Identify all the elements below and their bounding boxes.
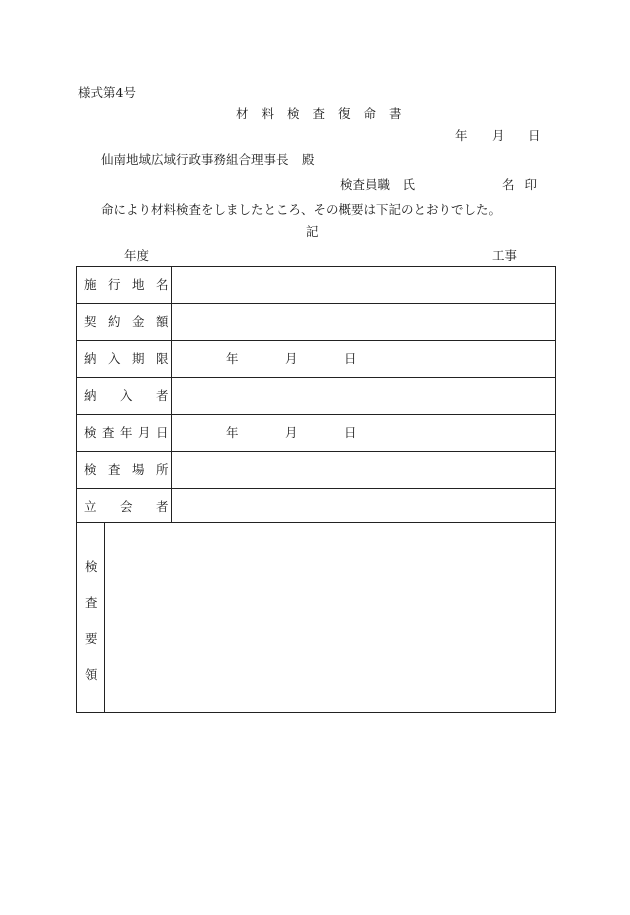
label-char: 査	[102, 425, 115, 440]
row-label	[77, 378, 172, 414]
label-char: 検	[84, 425, 97, 440]
row-label	[77, 304, 172, 340]
row-label	[77, 452, 172, 488]
label-char: 月	[138, 425, 151, 440]
label-char: 立	[84, 499, 97, 514]
date-day-unit: 日	[344, 351, 357, 366]
date-month-unit: 月	[492, 128, 505, 143]
table-row-witness	[77, 489, 555, 523]
addressee: 仙南地域広域行政事務組合理事長	[101, 152, 289, 167]
name-label: 名	[502, 177, 525, 192]
row-label	[77, 489, 172, 522]
row-label	[77, 267, 172, 303]
label-char: 約	[108, 314, 121, 329]
row-label	[77, 341, 172, 377]
table-row-supplier	[77, 378, 555, 415]
table-row-site-name	[77, 267, 555, 304]
label-char: 期	[132, 351, 145, 366]
label-char: 日	[156, 425, 169, 440]
table-row-inspection-place	[77, 452, 555, 489]
label-char: 場	[132, 462, 145, 477]
body-text: 命により材料検査をしましたところ、その概要は下記のとおりでした。	[101, 202, 502, 217]
requirements-label	[77, 523, 105, 712]
construction-label: 工事	[492, 248, 518, 263]
label-char: 査	[85, 595, 98, 610]
label-char: 額	[156, 314, 169, 329]
date-year-unit: 年	[455, 128, 468, 143]
label-char: 名	[156, 277, 169, 292]
date-month-unit: 月	[285, 351, 298, 366]
label-char: 施	[84, 277, 97, 292]
label-char: 入	[120, 388, 133, 403]
label-char: 納	[84, 351, 97, 366]
label-char: 納	[84, 388, 97, 403]
date-month-unit: 月	[285, 425, 298, 440]
label-char: 金	[132, 314, 145, 329]
document-title: 材料検査復命書	[236, 106, 415, 121]
table-row-inspection-date	[77, 415, 555, 452]
label-char: 行	[108, 277, 121, 292]
label-char: 要	[85, 631, 98, 646]
date-year-unit: 年	[226, 425, 239, 440]
label-char: 者	[156, 388, 169, 403]
name-seal	[502, 179, 547, 192]
date-day-unit: 日	[528, 128, 541, 143]
label-char: 年	[120, 425, 133, 440]
label-char: 入	[108, 351, 121, 366]
date-year-unit: 年	[226, 351, 239, 366]
label-char: 者	[156, 499, 169, 514]
seal-label: 印	[524, 177, 548, 192]
label-char: 検	[84, 462, 97, 477]
table-row-delivery-deadline	[77, 341, 555, 378]
form-number: 様式第4号	[78, 85, 136, 100]
label-char: 会	[120, 499, 133, 514]
table-row-contract-amount	[77, 304, 555, 341]
row-label	[77, 415, 172, 451]
inspector-title-label: 検査員職 氏	[340, 177, 416, 192]
label-char: 領	[85, 667, 98, 682]
label-char: 地	[132, 277, 145, 292]
label-char: 検	[85, 559, 98, 574]
fiscal-year-label: 年度	[124, 248, 150, 263]
label-char: 限	[156, 351, 169, 366]
ki-heading: 記	[306, 224, 319, 239]
label-char: 所	[156, 462, 169, 477]
date-day-unit: 日	[344, 425, 357, 440]
label-char: 契	[84, 314, 97, 329]
addressee-honorific: 殿	[302, 152, 315, 167]
inspection-table	[76, 266, 556, 713]
label-char: 査	[108, 462, 121, 477]
